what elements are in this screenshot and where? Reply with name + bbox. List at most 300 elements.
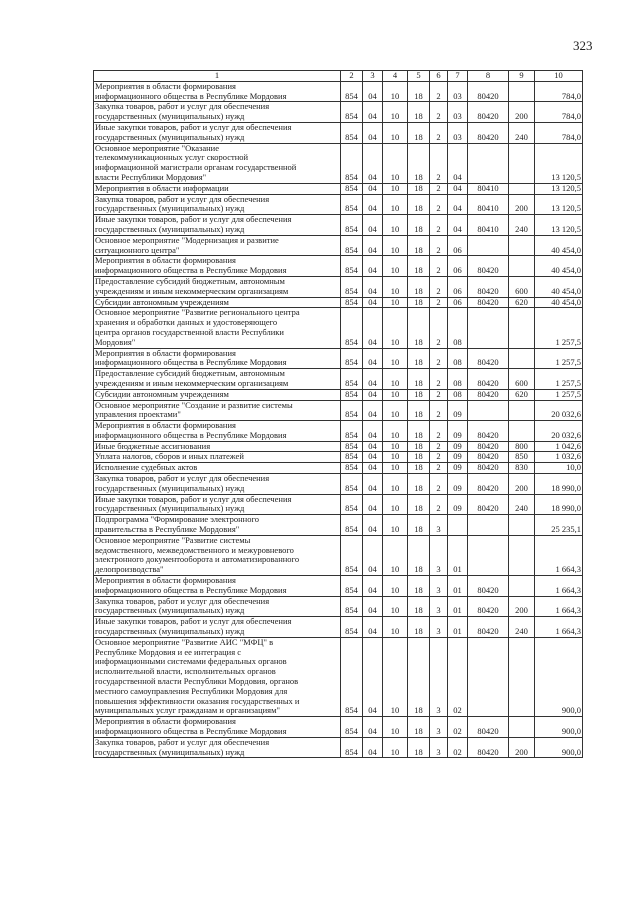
column-header: 2 (341, 71, 363, 82)
amount-cell: 1 664,3 (535, 596, 583, 617)
row-name-cell (94, 122, 341, 143)
expense-type-cell (509, 143, 535, 183)
program-cell: 18 (408, 452, 430, 463)
subsection-cell: 10 (383, 441, 408, 452)
amount-cell: 25 235,1 (535, 515, 583, 536)
direction-cell: 80420 (468, 421, 509, 442)
column-header: 6 (430, 71, 448, 82)
activity-cell: 04 (448, 183, 468, 194)
column-header: 7 (448, 71, 468, 82)
row-name-text: Основное мероприятие "Развитие регионального центра хранения и обработки данных и удостоверяющего центра органов государственной власти Республики Мордовия" (95, 307, 300, 347)
ministry-code-cell: 854 (341, 717, 363, 738)
expense-type-cell (509, 81, 535, 102)
row-name-text: Предоставление субсидий бюджетным, автономным учреждениям и иным некоммерческим организациям (95, 275, 289, 296)
row-name-text: Исполнение судебных актов (95, 462, 198, 473)
subsection-cell: 10 (383, 400, 408, 421)
section-cell: 04 (363, 596, 383, 617)
table-row (94, 452, 583, 463)
table-row (94, 717, 583, 738)
table-row (94, 102, 583, 123)
amount-cell: 40 454,0 (535, 297, 583, 308)
table-row (94, 143, 583, 183)
amount-cell: 40 454,0 (535, 256, 583, 277)
subprogram-cell: 2 (430, 183, 448, 194)
row-name-text: Основное мероприятие "Развитие системы ведомственного, межведомственного и межуровневого электронного документооборота и автоматизированного делопроизводства" (95, 534, 300, 575)
ministry-code-cell: 854 (341, 389, 363, 400)
ministry-code-cell: 854 (341, 452, 363, 463)
program-cell: 18 (408, 256, 430, 277)
activity-cell: 04 (448, 215, 468, 236)
row-name-cell (94, 276, 341, 297)
program-cell: 18 (408, 369, 430, 390)
subsection-cell: 10 (383, 637, 408, 716)
table-row (94, 441, 583, 452)
expense-type-cell: 240 (509, 122, 535, 143)
program-cell: 18 (408, 576, 430, 597)
program-cell: 18 (408, 276, 430, 297)
expense-type-cell: 200 (509, 737, 535, 758)
activity-cell: 02 (448, 717, 468, 738)
subsection-cell: 10 (383, 737, 408, 758)
row-name-text: Иные бюджетные ассигнования (95, 440, 211, 451)
ministry-code-cell: 854 (341, 143, 363, 183)
subprogram-cell: 2 (430, 297, 448, 308)
row-name-text: Субсидии автономным учреждениям (95, 388, 229, 399)
subprogram-cell: 2 (430, 235, 448, 256)
subprogram-cell: 2 (430, 308, 448, 348)
direction-cell: 80420 (468, 576, 509, 597)
row-name-text: Основное мероприятие "Модернизация и развитие ситуационного центра" (95, 234, 279, 255)
subsection-cell: 10 (383, 297, 408, 308)
subprogram-cell: 3 (430, 737, 448, 758)
subprogram-cell: 3 (430, 717, 448, 738)
row-name-cell (94, 308, 341, 348)
section-cell: 04 (363, 717, 383, 738)
activity-cell: 08 (448, 348, 468, 369)
section-cell: 04 (363, 297, 383, 308)
expense-type-cell (509, 183, 535, 194)
subsection-cell: 10 (383, 369, 408, 390)
row-name-cell (94, 637, 341, 716)
subsection-cell: 10 (383, 463, 408, 474)
subprogram-cell: 3 (430, 637, 448, 716)
row-name-text: Закупка товаров, работ и услуг для обеспечения государственных (муниципальных) нужд (95, 101, 270, 122)
table-row (94, 535, 583, 575)
section-cell: 04 (363, 122, 383, 143)
subsection-cell: 10 (383, 535, 408, 575)
row-name-text: Закупка товаров, работ и услуг для обеспечения государственных (муниципальных) нужд (95, 473, 270, 493)
amount-cell: 13 120,5 (535, 194, 583, 215)
expense-type-cell: 200 (509, 102, 535, 123)
ministry-code-cell: 854 (341, 256, 363, 277)
section-cell: 04 (363, 494, 383, 515)
section-cell: 04 (363, 576, 383, 597)
ministry-code-cell: 854 (341, 369, 363, 390)
expense-type-cell (509, 637, 535, 716)
row-name-text: Субсидии автономным учреждениям (95, 296, 229, 307)
activity-cell: 03 (448, 102, 468, 123)
expense-type-cell (509, 308, 535, 348)
activity-cell: 01 (448, 596, 468, 617)
row-name-cell (94, 256, 341, 277)
activity-cell: 09 (448, 400, 468, 421)
row-name-cell (94, 194, 341, 215)
program-cell: 18 (408, 183, 430, 194)
program-cell: 18 (408, 421, 430, 442)
table-body (94, 81, 583, 758)
row-name-text: Мероприятия в области формирования информационного общества в Республике Мордовия (95, 80, 287, 101)
activity-cell: 01 (448, 576, 468, 597)
subprogram-cell: 2 (430, 421, 448, 442)
row-name-text: Подпрограмма "Формирование электронного правительства в Республике Мордовия" (95, 514, 259, 535)
direction-cell: 80420 (468, 369, 509, 390)
subsection-cell: 10 (383, 596, 408, 617)
amount-cell: 1 664,3 (535, 535, 583, 575)
subprogram-cell: 3 (430, 515, 448, 536)
table-row (94, 389, 583, 400)
row-name-text: Предоставление субсидий бюджетным, автономным учреждениям и иным некоммерческим организациям (95, 368, 289, 388)
subprogram-cell: 2 (430, 452, 448, 463)
section-cell: 04 (363, 637, 383, 716)
subsection-cell: 10 (383, 421, 408, 442)
program-cell: 18 (408, 308, 430, 348)
activity-cell: 09 (448, 441, 468, 452)
table-row (94, 737, 583, 758)
subsection-cell: 10 (383, 102, 408, 123)
row-name-cell (94, 494, 341, 515)
expense-type-cell (509, 348, 535, 369)
subprogram-cell: 2 (430, 122, 448, 143)
ministry-code-cell: 854 (341, 617, 363, 638)
subsection-cell: 10 (383, 81, 408, 102)
expense-type-cell: 200 (509, 194, 535, 215)
subprogram-cell: 2 (430, 81, 448, 102)
amount-cell: 40 454,0 (535, 276, 583, 297)
subsection-cell: 10 (383, 717, 408, 738)
ministry-code-cell: 854 (341, 183, 363, 194)
activity-cell: 03 (448, 81, 468, 102)
page-number: 323 (573, 38, 593, 53)
activity-cell: 08 (448, 369, 468, 390)
table-row (94, 463, 583, 474)
program-cell: 18 (408, 737, 430, 758)
expense-type-cell (509, 576, 535, 597)
subsection-cell: 10 (383, 194, 408, 215)
subprogram-cell: 2 (430, 463, 448, 474)
section-cell: 04 (363, 81, 383, 102)
row-name-cell (94, 717, 341, 738)
subprogram-cell: 2 (430, 474, 448, 495)
amount-cell: 13 120,5 (535, 215, 583, 236)
expense-type-cell (509, 400, 535, 421)
row-name-cell (94, 389, 341, 400)
table-row (94, 515, 583, 536)
amount-cell: 1 257,5 (535, 369, 583, 390)
ministry-code-cell: 854 (341, 400, 363, 421)
subsection-cell: 10 (383, 576, 408, 597)
expense-type-cell: 600 (509, 276, 535, 297)
direction-cell (468, 535, 509, 575)
program-cell: 18 (408, 717, 430, 738)
amount-cell: 18 990,0 (535, 494, 583, 515)
subprogram-cell: 2 (430, 256, 448, 277)
row-name-cell (94, 421, 341, 442)
ministry-code-cell: 854 (341, 81, 363, 102)
subprogram-cell: 2 (430, 143, 448, 183)
column-header: 9 (509, 71, 535, 82)
section-cell: 04 (363, 215, 383, 236)
subsection-cell: 10 (383, 494, 408, 515)
subprogram-cell: 2 (430, 215, 448, 236)
ministry-code-cell: 854 (341, 737, 363, 758)
table-row (94, 369, 583, 390)
amount-cell: 20 032,6 (535, 421, 583, 442)
activity-cell: 06 (448, 235, 468, 256)
expense-type-cell (509, 256, 535, 277)
section-cell: 04 (363, 515, 383, 536)
activity-cell: 02 (448, 637, 468, 716)
ministry-code-cell: 854 (341, 441, 363, 452)
row-name-text: Мероприятия в области формирования информационного общества в Республике Мордовия (95, 716, 287, 736)
row-name-cell (94, 617, 341, 638)
table-row (94, 183, 583, 194)
column-header: 5 (408, 71, 430, 82)
amount-cell: 784,0 (535, 81, 583, 102)
row-name-text: Закупка товаров, работ и услуг для обеспечения государственных (муниципальных) нужд (95, 193, 270, 214)
program-cell: 18 (408, 474, 430, 495)
amount-cell: 1 664,3 (535, 617, 583, 638)
table-row (94, 474, 583, 495)
table-row (94, 576, 583, 597)
direction-cell: 80410 (468, 194, 509, 215)
direction-cell (468, 143, 509, 183)
activity-cell: 08 (448, 308, 468, 348)
row-name-text: Иные закупки товаров, работ и услуг для обеспечения государственных (муниципальных) нужд (95, 616, 292, 637)
section-cell: 04 (363, 194, 383, 215)
activity-cell: 08 (448, 389, 468, 400)
direction-cell: 80420 (468, 441, 509, 452)
section-cell: 04 (363, 102, 383, 123)
activity-cell: 01 (448, 535, 468, 575)
table-row (94, 494, 583, 515)
program-cell: 18 (408, 102, 430, 123)
row-name-cell (94, 183, 341, 194)
subsection-cell: 10 (383, 143, 408, 183)
activity-cell: 09 (448, 494, 468, 515)
direction-cell: 80420 (468, 737, 509, 758)
expense-type-cell (509, 235, 535, 256)
table-row (94, 421, 583, 442)
table-row (94, 256, 583, 277)
direction-cell: 80420 (468, 348, 509, 369)
table-row (94, 235, 583, 256)
amount-cell: 900,0 (535, 637, 583, 716)
subsection-cell: 10 (383, 215, 408, 236)
subprogram-cell: 2 (430, 348, 448, 369)
ministry-code-cell: 854 (341, 535, 363, 575)
amount-cell: 20 032,6 (535, 400, 583, 421)
program-cell: 18 (408, 297, 430, 308)
section-cell: 04 (363, 143, 383, 183)
table-row (94, 297, 583, 308)
row-name-text: Уплата налогов, сборов и иных платежей (95, 451, 244, 462)
row-name-cell (94, 463, 341, 474)
section-cell: 04 (363, 474, 383, 495)
program-cell: 18 (408, 596, 430, 617)
program-cell: 18 (408, 389, 430, 400)
program-cell: 18 (408, 637, 430, 716)
amount-cell: 784,0 (535, 102, 583, 123)
amount-cell: 1 664,3 (535, 576, 583, 597)
subprogram-cell: 3 (430, 617, 448, 638)
activity-cell: 09 (448, 452, 468, 463)
ministry-code-cell: 854 (341, 474, 363, 495)
row-name-cell (94, 348, 341, 369)
section-cell: 04 (363, 400, 383, 421)
expense-type-cell: 240 (509, 494, 535, 515)
section-cell: 04 (363, 256, 383, 277)
direction-cell (468, 400, 509, 421)
row-name-cell (94, 235, 341, 256)
row-name-cell (94, 737, 341, 758)
amount-cell: 1 042,6 (535, 441, 583, 452)
direction-cell: 80420 (468, 122, 509, 143)
direction-cell: 80410 (468, 215, 509, 236)
direction-cell: 80420 (468, 297, 509, 308)
direction-cell: 80420 (468, 717, 509, 738)
direction-cell (468, 637, 509, 716)
amount-cell: 900,0 (535, 737, 583, 758)
section-cell: 04 (363, 441, 383, 452)
column-header: 1 (94, 71, 341, 82)
amount-cell: 13 120,5 (535, 143, 583, 183)
subsection-cell: 10 (383, 276, 408, 297)
section-cell: 04 (363, 617, 383, 638)
program-cell: 18 (408, 81, 430, 102)
row-name-text: Основное мероприятие "Оказание телекоммуникационных услуг скоростной информационной магистрали органам государственной власти Республики Мордовия" (95, 142, 297, 182)
direction-cell: 80420 (468, 617, 509, 638)
table-row (94, 81, 583, 102)
table-row (94, 308, 583, 348)
amount-cell: 1 257,5 (535, 348, 583, 369)
expense-type-cell (509, 717, 535, 738)
section-cell: 04 (363, 421, 383, 442)
expense-type-cell (509, 421, 535, 442)
direction-cell: 80420 (468, 463, 509, 474)
ministry-code-cell: 854 (341, 194, 363, 215)
direction-cell: 80420 (468, 389, 509, 400)
ministry-code-cell: 854 (341, 515, 363, 536)
row-name-text: Иные закупки товаров, работ и услуг для обеспечения государственных (муниципальных) нужд (95, 214, 292, 234)
row-name-cell (94, 441, 341, 452)
section-cell: 04 (363, 183, 383, 194)
program-cell: 18 (408, 535, 430, 575)
amount-cell: 1 257,5 (535, 308, 583, 348)
amount-cell: 13 120,5 (535, 183, 583, 194)
program-cell: 18 (408, 617, 430, 638)
activity-cell: 01 (448, 617, 468, 638)
subprogram-cell: 2 (430, 276, 448, 297)
expense-type-cell: 620 (509, 297, 535, 308)
expense-type-cell: 800 (509, 441, 535, 452)
program-cell: 18 (408, 400, 430, 421)
direction-cell: 80410 (468, 183, 509, 194)
ministry-code-cell: 854 (341, 421, 363, 442)
ministry-code-cell: 854 (341, 235, 363, 256)
expense-type-cell (509, 535, 535, 575)
subprogram-cell: 2 (430, 400, 448, 421)
section-cell: 04 (363, 452, 383, 463)
row-name-text: Иные закупки товаров, работ и услуг для обеспечения государственных (муниципальных) нужд (95, 493, 292, 514)
activity-cell: 09 (448, 421, 468, 442)
table-row (94, 596, 583, 617)
row-name-cell (94, 102, 341, 123)
activity-cell: 06 (448, 256, 468, 277)
amount-cell: 1 257,5 (535, 389, 583, 400)
budget-table (93, 70, 583, 758)
amount-cell: 18 990,0 (535, 474, 583, 495)
amount-cell: 1 032,6 (535, 452, 583, 463)
column-header: 3 (363, 71, 383, 82)
row-name-cell (94, 215, 341, 236)
ministry-code-cell: 854 (341, 276, 363, 297)
row-name-cell (94, 297, 341, 308)
subsection-cell: 10 (383, 183, 408, 194)
program-cell: 18 (408, 122, 430, 143)
subsection-cell: 10 (383, 617, 408, 638)
table-row (94, 276, 583, 297)
row-name-cell (94, 400, 341, 421)
subsection-cell: 10 (383, 235, 408, 256)
ministry-code-cell: 854 (341, 637, 363, 716)
row-name-text: Мероприятия в области формирования информационного общества в Республике Мордовия (95, 420, 287, 440)
subsection-cell: 10 (383, 256, 408, 277)
activity-cell: 09 (448, 474, 468, 495)
row-name-text: Иные закупки товаров, работ и услуг для обеспечения государственных (муниципальных) нужд (95, 121, 292, 142)
row-name-cell (94, 369, 341, 390)
amount-cell: 900,0 (535, 717, 583, 738)
section-cell: 04 (363, 308, 383, 348)
column-header: 4 (383, 71, 408, 82)
subsection-cell: 10 (383, 122, 408, 143)
subsection-cell: 10 (383, 452, 408, 463)
row-name-text: Основное мероприятие "Развитие АИС "МФЦ" в Республике Мордовия и ее интеграция с информационными системами федеральных органов исполнительной власти, исполнительных органов государственной власти Республики Мордовия, органов местного самоуправления Республики Мордовия для повышения эффективности оказания государственных и муниципальных услуг гражданам и организациям" (95, 636, 300, 716)
program-cell: 18 (408, 194, 430, 215)
activity-cell (448, 515, 468, 536)
table-row (94, 348, 583, 369)
expense-type-cell: 830 (509, 463, 535, 474)
program-cell: 18 (408, 441, 430, 452)
subprogram-cell: 3 (430, 576, 448, 597)
amount-cell: 40 454,0 (535, 235, 583, 256)
table-row (94, 122, 583, 143)
row-name-text: Мероприятия в области информации (95, 182, 229, 193)
row-name-cell (94, 81, 341, 102)
ministry-code-cell: 854 (341, 102, 363, 123)
program-cell: 18 (408, 348, 430, 369)
amount-cell: 784,0 (535, 122, 583, 143)
row-name-text: Закупка товаров, работ и услуг для обеспечения государственных (муниципальных) нужд (95, 595, 270, 616)
subsection-cell: 10 (383, 348, 408, 369)
section-cell: 04 (363, 535, 383, 575)
table-row (94, 637, 583, 716)
subsection-cell: 10 (383, 474, 408, 495)
row-name-cell (94, 143, 341, 183)
ministry-code-cell: 854 (341, 596, 363, 617)
row-name-cell (94, 515, 341, 536)
activity-cell: 06 (448, 297, 468, 308)
row-name-cell (94, 474, 341, 495)
